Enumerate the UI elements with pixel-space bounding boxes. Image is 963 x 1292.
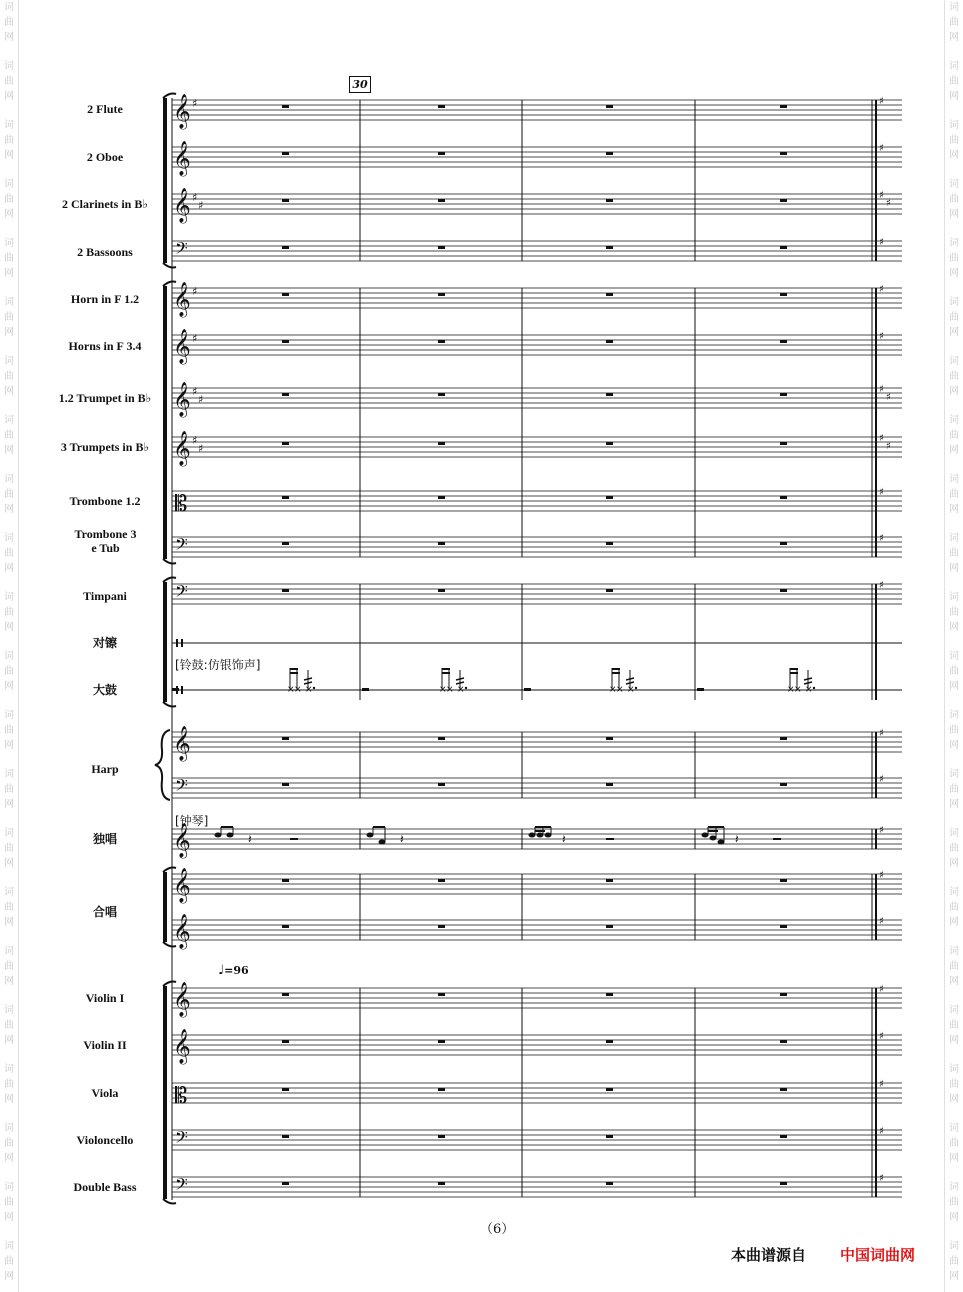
watermark-glyph-group: 词 曲 网 [949,474,959,515]
whole-rest-icon [780,542,787,545]
label-solo: 独唱 [92,832,117,846]
whole-rest-icon [282,1088,289,1091]
label-trumpet-12: 1.2 Trumpet in B♭ [58,391,152,405]
treble-clef-icon: 𝄞 [173,914,191,949]
tremolo-slash [456,678,464,680]
whole-rest-icon [780,393,787,396]
note-beam [535,830,545,832]
whole-rest-icon [780,1088,787,1091]
x-notehead-icon: × [446,685,454,695]
sharp-icon: ♯ [879,433,884,444]
whole-rest-icon [282,199,289,202]
quarter-rest-icon: 𝄽 [248,832,252,846]
watermark-glyph-group: 词 曲 网 [4,474,14,515]
label-trombone-12: Trombone 1.2 [69,494,141,508]
watermark-glyph-group: 词 曲 网 [949,1064,959,1105]
watermark-glyph-group: 词 曲 网 [949,61,959,102]
rehearsal-mark: 30 [349,76,371,93]
sharp-icon: ♯ [879,916,884,927]
label-violoncello: Violoncello [76,1133,134,1147]
watermark-glyph-group: 词 曲 网 [4,710,14,751]
whole-rest-icon [282,246,289,249]
watermark-glyph-group: 词 曲 网 [949,946,959,987]
notehead-icon [537,833,544,838]
watermark-glyph-group: 词 曲 网 [949,651,959,692]
note-beam [535,826,551,828]
watermark-glyph-group: 词 曲 网 [4,651,14,692]
half-rest-icon [697,688,704,691]
sharp-icon: ♯ [879,774,884,785]
whole-rest-icon [282,737,289,740]
sharp-icon: ♯ [879,580,884,591]
whole-rest-icon [438,246,445,249]
treble-clef-icon: 𝄞 [173,329,191,364]
whole-rest-icon [438,496,445,499]
watermark-glyph-group: 词 曲 网 [949,533,959,574]
treble-clef-icon: 𝄞 [173,282,191,317]
tremolo-slash [626,682,634,684]
watermark-glyph-group: 词 曲 网 [4,2,14,43]
strings-bracket-cap [163,1199,176,1204]
treble-clef-icon: 𝄞 [173,1029,191,1064]
whole-rest-icon [438,1182,445,1185]
whole-rest-icon [282,993,289,996]
whole-rest-icon [606,1040,613,1043]
watermark-glyph-group: 词 曲 网 [949,1005,959,1046]
note-beam [442,672,450,674]
whole-rest-icon [606,199,613,202]
note-beam [708,830,718,832]
tremolo-slash [626,678,634,680]
bass-clef-icon: 𝄢 [175,1127,188,1151]
sharp-icon: ♯ [886,441,891,452]
whole-rest-icon [780,783,787,786]
sharp-icon: ♯ [192,434,198,447]
x-notehead-icon: × [805,685,813,695]
label-trumpets-3: 3 Trumpets in B♭ [60,440,150,454]
x-notehead-icon: × [787,685,795,695]
whole-rest-icon [438,105,445,108]
whole-rest-icon [606,1182,613,1185]
whole-rest-icon [282,783,289,786]
tremolo-slash [304,682,312,684]
whole-rest-icon [780,993,787,996]
treble-clef-icon: 𝄞 [173,141,191,176]
bass-clef-icon: 𝄢 [175,238,188,262]
watermark-glyph-group: 词 曲 网 [949,592,959,633]
treble-clef-icon: 𝄞 [173,868,191,903]
sharp-icon: ♯ [198,199,204,212]
sharp-icon: ♯ [879,1173,884,1184]
watermark-glyph-group: 词 曲 网 [949,1182,959,1223]
sharp-icon: ♯ [879,237,884,248]
label-violin-1: Violin I [85,991,125,1005]
whole-rest-icon [780,879,787,882]
whole-rest-icon [606,442,613,445]
label-horns-34: Horns in F 3.4 [68,339,142,353]
whole-rest-icon [780,496,787,499]
notehead-icon [227,833,234,838]
watermark-glyph-group: 词 曲 网 [4,120,14,161]
footer-source-label: 本曲谱源自 [731,1246,807,1264]
watermark-glyph-group: 词 曲 网 [4,1064,14,1105]
quarter-rest-icon: 𝄽 [735,832,739,846]
whole-rest-icon [780,293,787,296]
whole-rest-icon [438,293,445,296]
brass-bracket [163,286,167,559]
sharp-icon: ♯ [879,487,884,498]
treble-clef-icon: 𝄞 [173,823,191,858]
sharp-icon: ♯ [879,825,884,836]
whole-rest-icon [606,246,613,249]
watermark-glyph-group: 词 曲 网 [949,1123,959,1164]
label-timpani: Timpani [83,589,127,603]
whole-rest-icon [282,1135,289,1138]
sharp-icon: ♯ [879,728,884,739]
whole-rest-icon [780,1040,787,1043]
whole-rest-icon [606,152,613,155]
sharp-icon: ♯ [192,191,198,204]
half-rest-icon [290,838,298,840]
tremolo-slash [456,682,464,684]
sharp-icon: ♯ [192,385,198,398]
sharp-icon: ♯ [886,198,891,209]
notehead-icon [529,833,536,838]
watermark-glyph-group: 词 曲 网 [4,61,14,102]
label-trombone-3-tuba: Trombone 3 e Tub [74,527,137,555]
watermark-glyph-group: 词 曲 网 [949,297,959,338]
alto-clef-icon: 𝄡 [175,1084,188,1109]
label-horn-12: Horn in F 1.2 [70,292,140,306]
page-number: （6） [480,1222,515,1237]
sharp-icon: ♯ [879,190,884,201]
note-beam [221,826,233,828]
watermark-glyph-group: 词 曲 网 [4,1123,14,1164]
half-rest-icon [172,688,179,691]
x-notehead-icon: × [794,685,802,695]
whole-rest-icon [606,737,613,740]
label-cymbals: 对镲 [92,636,117,650]
watermark-glyph-group: 词 曲 网 [4,238,14,279]
note-beam [612,672,620,674]
watermark-glyph-group: 词 曲 网 [4,828,14,869]
whole-rest-icon [438,737,445,740]
percussion-bracket-cap [163,702,176,707]
whole-rest-icon [780,246,787,249]
woodwinds-bracket-cap [163,263,176,268]
whole-rest-icon [606,1135,613,1138]
whole-rest-icon [282,879,289,882]
whole-rest-icon [606,393,613,396]
sharp-icon: ♯ [879,331,884,342]
whole-rest-icon [282,293,289,296]
notehead-icon [545,833,552,838]
whole-rest-icon [282,105,289,108]
sharp-icon: ♯ [192,97,198,110]
watermark-glyph-group: 词 曲 网 [4,179,14,220]
whole-rest-icon [606,879,613,882]
tremolo-slash [804,682,812,684]
whole-rest-icon [438,993,445,996]
sharp-icon: ♯ [192,285,198,298]
notehead-icon [702,833,709,838]
whole-rest-icon [780,199,787,202]
label-harp: Harp [91,762,119,776]
sharp-icon: ♯ [886,392,891,403]
alto-clef-icon: 𝄡 [175,492,188,517]
bass-clef-icon: 𝄢 [175,534,188,558]
watermark-glyph-group: 词 曲 网 [949,769,959,810]
whole-rest-icon [438,393,445,396]
label-flute: 2 Flute [87,102,123,116]
whole-rest-icon [606,496,613,499]
watermark-glyph-group: 词 曲 网 [4,356,14,397]
note-beam [290,672,298,674]
dot-icon [313,687,315,689]
whole-rest-icon [606,993,613,996]
whole-rest-icon [438,340,445,343]
label-double-bass: Double Bass [73,1180,137,1194]
notehead-icon [379,840,386,845]
x-notehead-icon: × [287,685,295,695]
note-beam [290,668,298,670]
treble-clef-icon: 𝄞 [173,94,191,129]
dot-icon [813,687,815,689]
note-beam [708,826,724,828]
x-notehead-icon: × [439,685,447,695]
bass-clef-icon: 𝄢 [175,1174,188,1198]
watermark-glyph-group: 词 曲 网 [949,179,959,220]
percussion-clef-icon [181,639,183,647]
solo-instruction: [钟琴] [175,814,209,828]
whole-rest-icon [606,589,613,592]
label-clarinets: 2 Clarinets in B♭ [62,197,148,211]
sharp-icon: ♯ [879,984,884,995]
sharp-icon: ♯ [879,1079,884,1090]
label-viola: Viola [91,1086,119,1100]
watermark-glyph-group: 词 曲 网 [949,887,959,928]
watermark-glyph-group: 词 曲 网 [4,297,14,338]
treble-clef-icon: 𝄞 [173,982,191,1017]
whole-rest-icon [780,589,787,592]
notehead-icon [215,833,222,838]
whole-rest-icon [780,442,787,445]
treble-clef-icon: 𝄞 [173,382,191,417]
whole-rest-icon [438,1135,445,1138]
quarter-note-icon: ♩ [218,963,225,978]
watermark-glyph-group: 词 曲 网 [949,2,959,43]
whole-rest-icon [282,1040,289,1043]
treble-clef-icon: 𝄞 [173,431,191,466]
whole-rest-icon [282,1182,289,1185]
percussion-clef-icon [176,639,178,647]
x-notehead-icon: × [609,685,617,695]
whole-rest-icon [606,105,613,108]
whole-rest-icon [606,340,613,343]
watermark-glyph-group: 词 曲 网 [949,710,959,751]
note-beam [790,668,798,670]
x-notehead-icon: × [305,685,313,695]
whole-rest-icon [780,340,787,343]
watermark-glyph-group: 词 曲 网 [949,415,959,456]
label-oboe: 2 Oboe [86,150,124,164]
note-beam [612,668,620,670]
watermark-glyph-group: 词 曲 网 [4,533,14,574]
half-rest-icon [524,688,531,691]
label-chorus: 合唱 [92,905,117,919]
x-notehead-icon: × [294,685,302,695]
watermark-glyph-group: 词 曲 网 [4,769,14,810]
half-rest-icon [362,688,369,691]
sharp-icon: ♯ [198,393,204,406]
note-beam [790,672,798,674]
whole-rest-icon [606,542,613,545]
whole-rest-icon [438,442,445,445]
quarter-rest-icon: 𝄽 [562,832,566,846]
bass-clef-icon: 𝄢 [175,581,188,605]
watermark-glyph-group: 词 曲 网 [4,415,14,456]
watermark-glyph-group: 词 曲 网 [949,828,959,869]
percussion-clef-icon [181,686,183,694]
whole-rest-icon [282,589,289,592]
watermark-glyph-group: 词 曲 网 [949,120,959,161]
whole-rest-icon [606,293,613,296]
treble-clef-icon: 𝄞 [173,188,191,223]
whole-rest-icon [282,340,289,343]
sharp-icon: ♯ [879,384,884,395]
watermark-glyph-group: 词 曲 网 [4,887,14,928]
half-rest-icon [606,838,614,840]
watermark-glyph-group: 词 曲 网 [949,238,959,279]
sharp-icon: ♯ [879,1031,884,1042]
label-bassoons: 2 Bassoons [77,245,133,259]
whole-rest-icon [438,199,445,202]
quarter-rest-icon: 𝄽 [400,832,404,846]
sharp-icon: ♯ [879,96,884,107]
sharp-icon: ♯ [198,442,204,455]
whole-rest-icon [606,1088,613,1091]
whole-rest-icon [780,105,787,108]
whole-rest-icon [438,152,445,155]
whole-rest-icon [438,542,445,545]
bass-drum-instruction: [铃鼓:仿银饰声] [175,658,261,672]
watermark-glyph-group: 词 曲 网 [949,1241,959,1282]
tremolo-slash [804,678,812,680]
label-bass-drum: 大鼓 [92,683,117,697]
tremolo-slash [304,678,312,680]
whole-rest-icon [438,589,445,592]
x-notehead-icon: × [616,685,624,695]
tempo-marking [218,963,249,978]
watermark-glyph-group: 词 曲 网 [4,1182,14,1223]
x-notehead-icon: × [457,685,465,695]
sharp-icon: ♯ [879,1126,884,1137]
dot-icon [465,687,467,689]
note-beam [373,826,385,828]
whole-rest-icon [438,1088,445,1091]
brass-bracket-cap [163,559,176,564]
x-notehead-icon: × [627,685,635,695]
dot-icon [635,687,637,689]
sharp-icon: ♯ [879,870,884,881]
woodwinds-bracket [163,98,167,263]
treble-clef-icon: 𝄞 [173,726,191,761]
whole-rest-icon [606,783,613,786]
watermark-glyph-group: 词 曲 网 [4,1005,14,1046]
whole-rest-icon [438,925,445,928]
whole-rest-icon [606,925,613,928]
sharp-icon: ♯ [192,332,198,345]
whole-rest-icon [780,925,787,928]
whole-rest-icon [282,442,289,445]
sharp-icon: ♯ [879,284,884,295]
half-rest-icon [773,838,781,840]
whole-rest-icon [780,152,787,155]
watermark-glyph-group: 词 曲 网 [4,1241,14,1282]
notehead-icon [710,836,717,841]
whole-rest-icon [282,925,289,928]
watermark-glyph-group: 词 曲 网 [4,592,14,633]
whole-rest-icon [438,879,445,882]
whole-rest-icon [438,1040,445,1043]
note-beam [442,668,450,670]
tempo-value: =96 [224,964,249,977]
whole-rest-icon [282,393,289,396]
sharp-icon: ♯ [879,533,884,544]
watermark-glyph-group: 词 曲 网 [4,946,14,987]
footer-site-link[interactable]: 中国词曲网 [840,1246,916,1264]
whole-rest-icon [282,496,289,499]
sharp-icon: ♯ [879,143,884,154]
whole-rest-icon [282,152,289,155]
whole-rest-icon [780,737,787,740]
bass-clef-icon: 𝄢 [175,775,188,799]
whole-rest-icon [282,542,289,545]
whole-rest-icon [438,783,445,786]
label-violin-2: Violin II [83,1038,127,1052]
watermark-glyph-group: 词 曲 网 [949,356,959,397]
notehead-icon [718,840,725,845]
whole-rest-icon [780,1182,787,1185]
whole-rest-icon [780,1135,787,1138]
notehead-icon [367,833,374,838]
